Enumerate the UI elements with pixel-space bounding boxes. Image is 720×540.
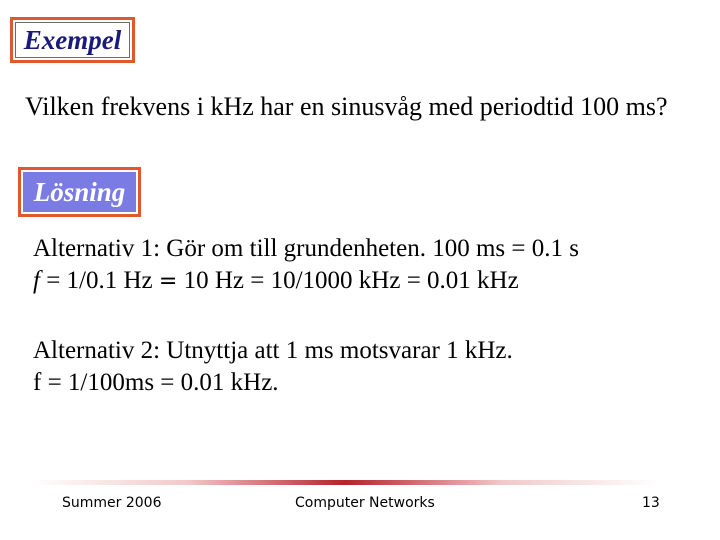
alternative-2-line-1: Alternativ 2: Utnyttja att 1 ms motsvarar 1 kHz. — [33, 337, 513, 364]
alternative-2-line-2: f = 1/100ms = 0.01 kHz. — [33, 369, 279, 396]
equals-sign: = — [158, 269, 178, 294]
solution-box — [18, 167, 141, 217]
alternative-1-line-2 — [33, 265, 703, 298]
alternative-1 — [33, 233, 703, 298]
question-text: Vilken frekvens i kHz har en sinusvåg med periodtid 100 ms? — [25, 92, 668, 121]
equation-part-b: 10 Hz = 10/1000 kHz = 0.01 kHz — [177, 267, 519, 294]
slide-title: Exempel — [15, 22, 130, 58]
frequency-symbol: f — [33, 267, 40, 294]
title-box — [10, 17, 135, 63]
equation-part-a: = 1/0.1 Hz — [39, 267, 159, 294]
solution-heading: Lösning — [23, 172, 136, 212]
footer-divider — [30, 480, 660, 485]
alternative-1-line-1: Alternativ 1: Gör om till grundenheten. 100 ms = 0.1 s — [33, 235, 579, 262]
alternative-2 — [33, 335, 703, 399]
footer-date: Summer 2006 — [62, 495, 162, 511]
page-number: 13 — [642, 495, 660, 511]
footer-course: Computer Networks — [295, 495, 435, 511]
